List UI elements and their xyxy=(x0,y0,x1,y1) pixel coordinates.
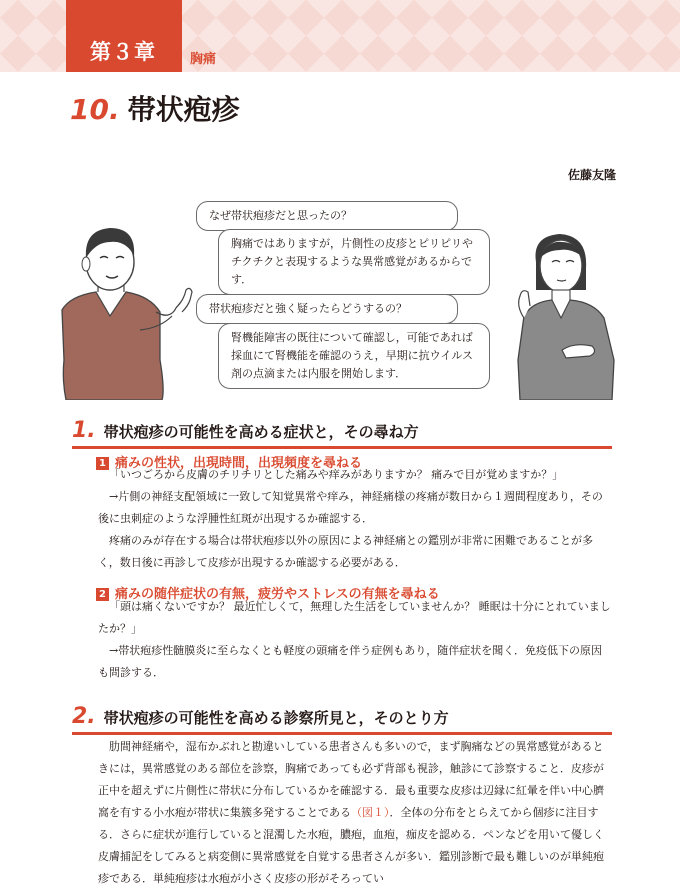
subsection-1-number: 1 xyxy=(96,457,109,470)
section-1-heading xyxy=(72,418,419,443)
body-text: 肋間神経痛や，湿布かぶれと勘違いしている患者さんも多いので，まず胸痛などの異常感覚があるときには，異常感覚のある部位を診察，胸痛であっても必ず背部も視診，触診にて診察すること．皮疹が正中を超えずに片側性に帯状に分布しているかを確認する．最も重要な皮疹は辺縁に紅暈を伴い中心臍窩を有する小水疱が帯状に集簇多発することである xyxy=(98,740,604,819)
paragraph xyxy=(98,736,612,890)
section-2-title: 帯状疱疹の可能性を高める診察所見と，そのとり方 xyxy=(103,709,449,727)
bubble-doctor-question-1: なぜ帯状疱疹だと思ったの？ xyxy=(196,201,458,231)
subsection-2-body xyxy=(98,596,612,684)
paragraph: →帯状疱疹性髄膜炎に至らなくとも軽度の頭痛を伴う症例もあり，随伴症状を聞く．免疫低下の原因も問診する． xyxy=(98,644,602,679)
bubble-doctor-question-2: 帯状疱疹だと強く疑ったらどうするの？ xyxy=(196,294,458,324)
section-2-rule xyxy=(72,732,612,735)
title-number: 10. xyxy=(70,93,120,126)
paragraph: 疼痛のみが存在する場合は帯状疱疹以外の原因による神経痛との鑑別が非常に困難であることが多く，数日後に再診して皮疹が出現するか確認する必要がある． xyxy=(98,534,593,569)
chapter-label: 第３章 xyxy=(90,40,156,64)
section-1-number: 1. xyxy=(72,418,96,443)
paragraph: 「頭は痛くないですか？ 最近忙しくて，無理した生活をしていませんか？ 睡眠は十分にとれていましたか？」 xyxy=(98,600,611,635)
resident-illustration xyxy=(518,234,614,400)
figure-reference-link[interactable]: （図１） xyxy=(351,806,390,819)
title-text: 帯状疱疹 xyxy=(127,93,240,126)
doctor-illustration xyxy=(62,228,192,400)
subsection-1-body xyxy=(98,464,612,574)
paragraph: 「いつごろから皮膚のチリチリとした痛みや痒みがありますか？ 痛みで目が覚めますか？」 xyxy=(109,468,564,481)
section-2-number: 2. xyxy=(72,704,96,729)
bubble-resident-answer-2: 腎機能障害の既往について確認し，可能であれば採血にて腎機能を確認のうえ，早期に抗ウイルス剤の点滴または内服を開始します． xyxy=(218,323,490,389)
section-2-body xyxy=(98,736,612,890)
section-1-title: 帯状疱疹の可能性を高める症状と，その尋ね方 xyxy=(103,423,419,441)
chapter-category: 胸痛 xyxy=(190,52,217,67)
subsection-2-number: 2 xyxy=(96,588,109,601)
subsection-1-title: 痛みの性状，出現時間，出現頻度を尋ねる xyxy=(115,456,363,471)
section-2-heading xyxy=(72,704,449,729)
subsection-2-title: 痛みの随伴症状の有無，疲労やストレスの有無を尋ねる xyxy=(115,587,440,602)
author-name: 佐藤友隆 xyxy=(567,168,616,182)
section-1-rule xyxy=(72,446,612,449)
bubble-resident-answer-1: 胸痛ではありますが，片側性の皮疹とピリピリやチクチクと表現するような異常感覚があるからです． xyxy=(218,229,490,295)
paragraph: →片側の神経支配領域に一致して知覚異常や痒み，神経痛様の疼痛が数日から１週間程度あり，その後に虫刺症のような浮腫性紅斑が出現するか確認する． xyxy=(98,490,603,525)
body-text: ．全体の分布をとらえてから個疹に注目する．さらに症状が進行していると混濁した水疱，膿疱，血疱，痂皮を認める．ペンなどを用いて優しく皮膚捕記をしてみると病変側に異常感覚を自覚する患者さんが多い．鑑別診断で最も難しいのが単純疱疹である．単純疱疹は水疱が小さく皮疹の形がそろってい xyxy=(98,806,604,885)
